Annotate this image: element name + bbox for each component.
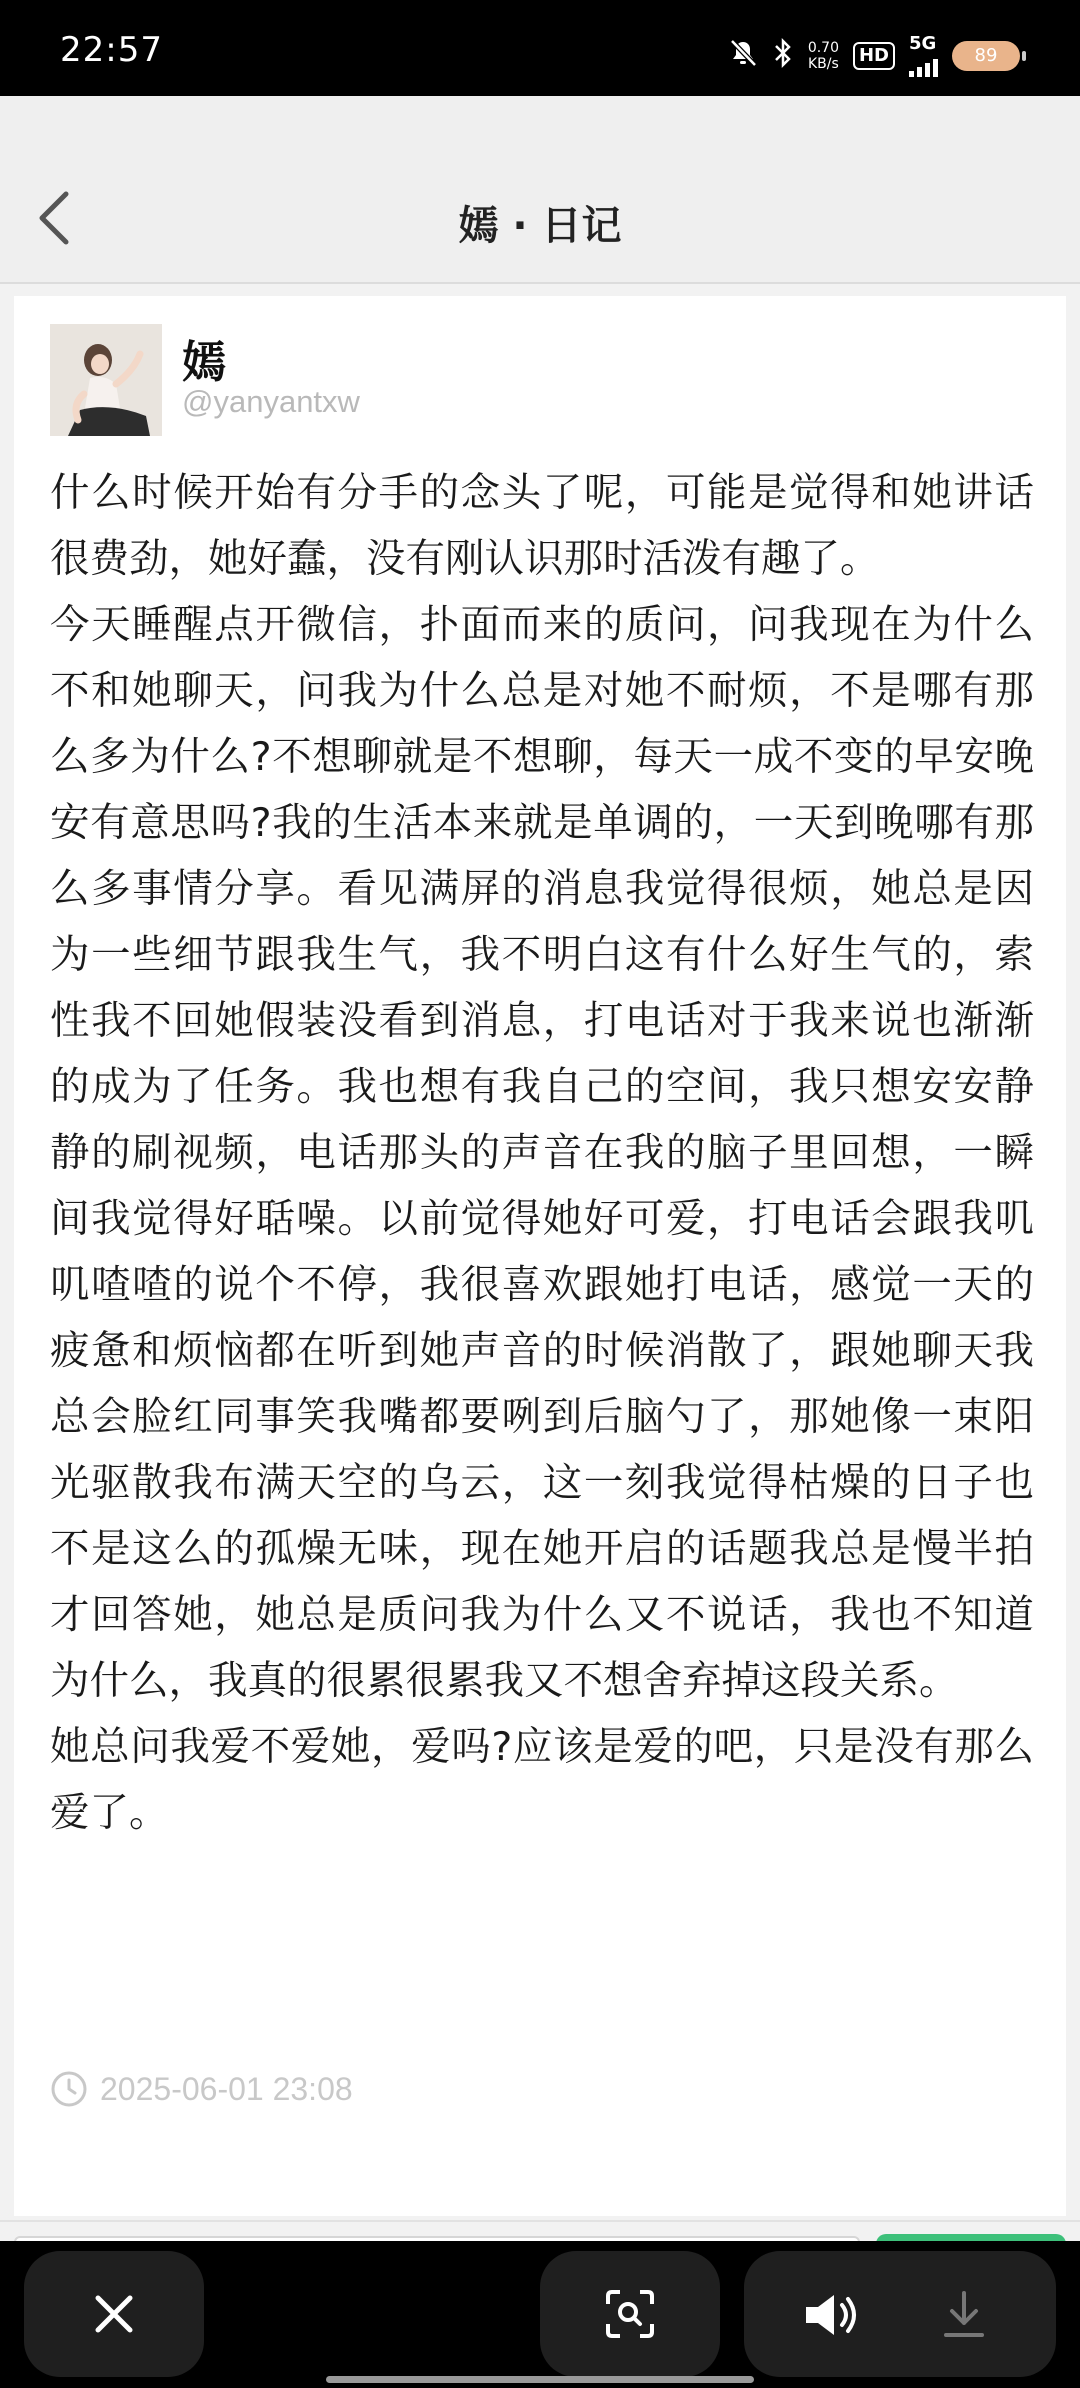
- status-icons: [728, 33, 1020, 76]
- scan-icon: [604, 2288, 656, 2340]
- network-speed: 0.70 KB/s: [807, 40, 839, 72]
- home-indicator[interactable]: [326, 2376, 754, 2383]
- author-name: 嫣: [182, 337, 226, 388]
- paragraph: 什么时候开始有分手的念头了呢，可能是觉得和她讲话很费劲，她好蠢，没有刚认识那时活泼有趣了。: [50, 470, 1034, 582]
- hd-badge: HD: [853, 42, 895, 70]
- close-button[interactable]: [24, 2251, 204, 2377]
- speaker-icon[interactable]: [802, 2291, 862, 2339]
- mute-icon: [728, 38, 758, 75]
- status-bar: [0, 0, 1080, 100]
- avatar[interactable]: [50, 324, 162, 436]
- download-icon[interactable]: [940, 2289, 988, 2341]
- avatar-image: [50, 324, 162, 436]
- post-timestamp: [50, 2070, 353, 2108]
- battery-indicator: 89: [952, 41, 1020, 71]
- status-time: 22:57: [60, 30, 163, 70]
- timestamp-text: 2025-06-01 23:08: [100, 2070, 353, 2107]
- page-title: 嫣 · 日记: [458, 203, 622, 249]
- paragraph: 今天睡醒点开微信，扑面而来的质问，问我现在为什么不和她聊天，问我为什么总是对她不耐烦，不是哪有那么多为什么?不想聊就是不想聊，每天一成不变的早安晚安有意思吗?我的生活本来就是单调的，一天到晚哪有那么多事情分享。看见满屏的消息我觉得很烦，她总是因为一些细节跟我生气，我不明白这有什么好生气的，索性我不回她假装没看到消息，打电话对于我来说也渐渐的成为了任务。我也想有我自己的空间，我只想安安静静的刷视频，电话那头的声音在我的脑子里回想，一瞬间我觉得好聒噪。以前觉得她好可爱，打电话会跟我叽叽喳喳的说个不停，我很喜欢跟她打电话，感觉一天的疲惫和烦恼都在听到她声音的时候消散了，跟她聊天我总会脸红同事笑我嘴都要咧到后脑勺了，那她像一束阳光驱散我布满天空的乌云，这一刻我觉得枯燥的日子也不是这么的孤燥无味，现在她开启的话题我总是慢半拍才回答她，她总是质问我为什么又不说话，我也不知道为什么，我真的很累很累我又不想舍弃掉这段关系。: [50, 602, 1034, 1704]
- clock-icon: [50, 2070, 88, 2108]
- signal-bars-icon: [909, 53, 938, 77]
- author-handle: @yanyantxw: [182, 384, 360, 419]
- close-icon: [92, 2292, 136, 2336]
- diary-card: [14, 296, 1066, 2216]
- signal-indicator: 5G: [909, 35, 938, 77]
- diary-content: [50, 460, 1034, 1846]
- bluetooth-icon: [772, 38, 794, 75]
- media-controls: [744, 2251, 1056, 2377]
- paragraph: 她总问我爱不爱她，爱吗?应该是爱的吧，只是没有那么爱了。: [50, 1724, 1034, 1836]
- media-controls-bar: [0, 2241, 1080, 2388]
- title-bar: [0, 96, 1080, 284]
- scan-button[interactable]: [540, 2251, 720, 2377]
- diary-page: [0, 96, 1080, 2241]
